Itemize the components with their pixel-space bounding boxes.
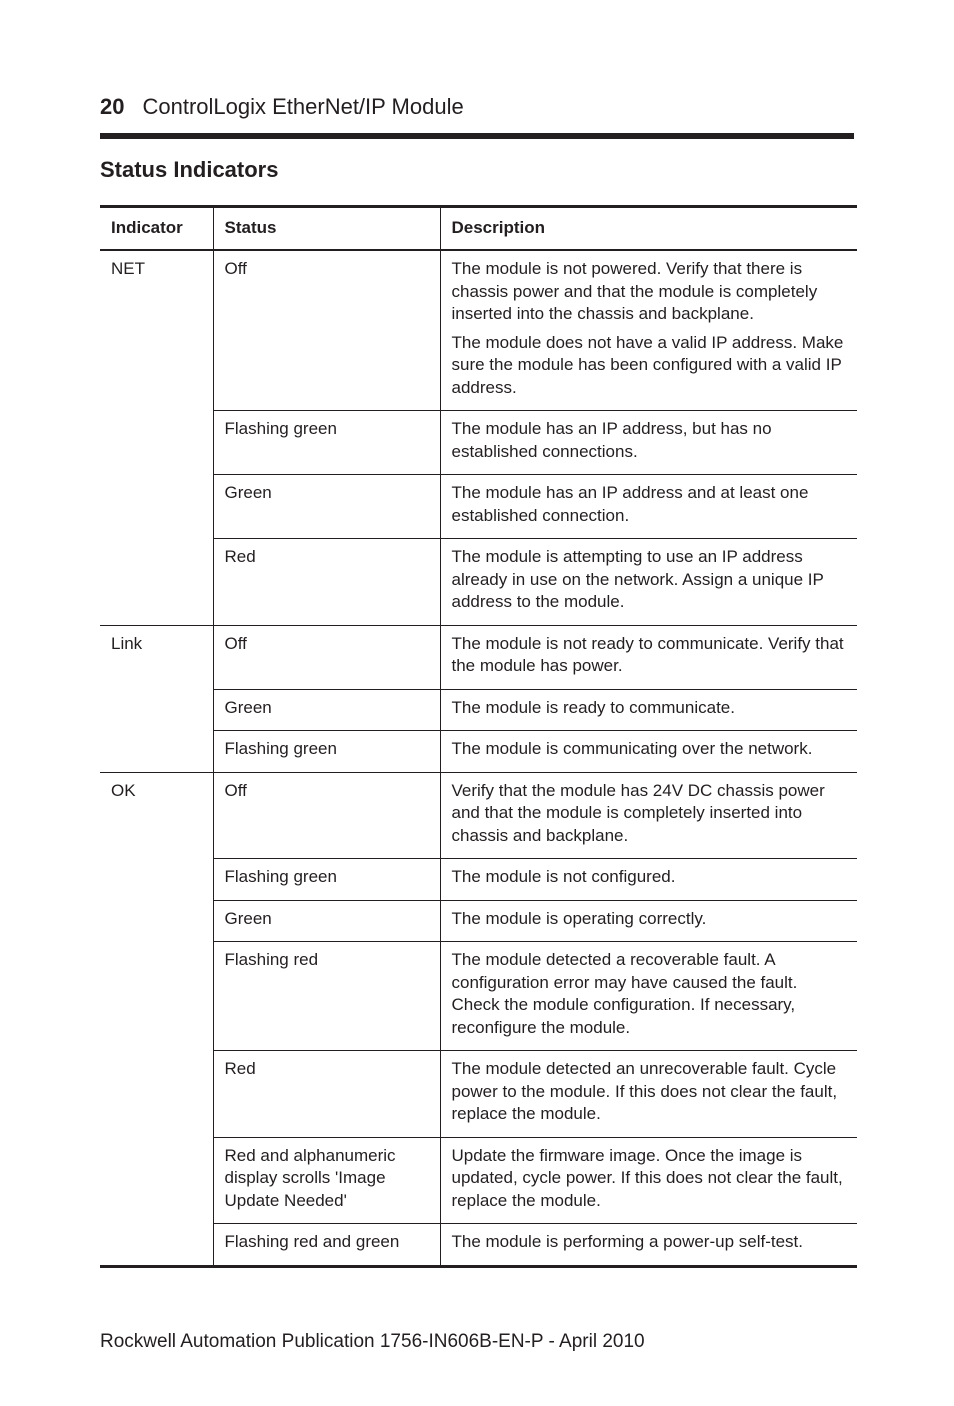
description-cell bbox=[440, 942, 857, 1051]
table-row bbox=[100, 250, 857, 411]
table-row bbox=[100, 859, 857, 901]
description-paragraph: Verify that the module has 24V DC chassis power and that the module is completely inserted into chassis and backplane. bbox=[451, 780, 825, 845]
description-paragraph: The module is attempting to use an IP address already in use on the network. Assign a unique IP address to the module. bbox=[451, 547, 824, 611]
table-row bbox=[100, 731, 857, 773]
table-row bbox=[100, 411, 857, 475]
table-row bbox=[100, 689, 857, 731]
table-row bbox=[100, 942, 857, 1051]
status-cell: Off bbox=[213, 772, 440, 859]
column-header-indicator: Indicator bbox=[100, 207, 213, 251]
column-header-description: Description bbox=[440, 207, 857, 251]
indicator-cell: NET bbox=[100, 250, 213, 625]
description-paragraph: The module detected a recoverable fault. A configuration error may have caused the fault. Check the module configuration. If necessary, reconfigure the module. bbox=[451, 950, 798, 1037]
page-footer: Rockwell Automation Publication 1756-IN606B-EN-P - April 2010 bbox=[100, 1331, 645, 1352]
indicator-cell: Link bbox=[100, 625, 213, 772]
description-cell bbox=[440, 539, 857, 626]
description-paragraph: Update the firmware image. Once the image is updated, cycle power. If this does not clear the fault, replace the module. bbox=[451, 1145, 843, 1210]
description-paragraph: The module is not ready to communicate. Verify that the module has power. bbox=[451, 633, 844, 675]
status-cell: Flashing red bbox=[213, 942, 440, 1051]
description-paragraph: The module is ready to communicate. bbox=[451, 697, 735, 717]
description-cell bbox=[440, 475, 857, 539]
description-paragraph: The module detected an unrecoverable fault. Cycle power to the module. If this does not clear the fault, replace the module. bbox=[451, 1059, 838, 1123]
description-cell bbox=[440, 1224, 857, 1267]
page-number: 20 bbox=[100, 94, 125, 119]
description-cell bbox=[440, 731, 857, 773]
table-header-row bbox=[100, 207, 857, 251]
description-cell bbox=[440, 625, 857, 689]
table-row bbox=[100, 900, 857, 942]
table-row bbox=[100, 1051, 857, 1138]
indicator-cell: OK bbox=[100, 772, 213, 1266]
description-paragraph: The module is not configured. bbox=[451, 867, 676, 886]
status-cell: Flashing green bbox=[213, 411, 440, 475]
status-cell: Green bbox=[213, 689, 440, 731]
description-cell bbox=[440, 859, 857, 901]
description-cell bbox=[440, 900, 857, 942]
status-cell: Flashing green bbox=[213, 731, 440, 773]
description-cell bbox=[440, 250, 857, 411]
description-cell bbox=[440, 1137, 857, 1224]
status-cell: Red bbox=[213, 1051, 440, 1138]
status-cell: Red and alphanumeric display scrolls 'Image Update Needed' bbox=[213, 1137, 440, 1224]
status-cell: Off bbox=[213, 625, 440, 689]
section-title: Status Indicators bbox=[100, 157, 279, 182]
status-indicators-table bbox=[100, 205, 857, 1268]
header-rule bbox=[100, 133, 854, 139]
description-paragraph: The module is communicating over the network. bbox=[451, 739, 813, 758]
status-cell: Flashing red and green bbox=[213, 1224, 440, 1267]
description-paragraph: The module is performing a power-up self-test. bbox=[451, 1232, 803, 1251]
column-header-status: Status bbox=[213, 207, 440, 251]
description-cell bbox=[440, 689, 857, 731]
table-row bbox=[100, 772, 857, 859]
description-paragraph: The module is operating correctly. bbox=[451, 908, 707, 928]
table-row bbox=[100, 1224, 857, 1267]
table-row bbox=[100, 475, 857, 539]
status-cell: Flashing green bbox=[213, 859, 440, 901]
description-paragraph: The module has an IP address and at least one established connection. bbox=[451, 483, 809, 525]
description-cell bbox=[440, 1051, 857, 1138]
description-paragraph: The module does not have a valid IP address. Make sure the module has been configured with a valid IP address. bbox=[451, 332, 844, 397]
status-cell: Red bbox=[213, 539, 440, 626]
table-row bbox=[100, 625, 857, 689]
status-cell: Off bbox=[213, 250, 440, 411]
table-row bbox=[100, 1137, 857, 1224]
description-cell bbox=[440, 772, 857, 859]
status-cell: Green bbox=[213, 475, 440, 539]
description-paragraph: The module is not powered. Verify that there is chassis power and that the module is completely inserted into the chassis and backplane. bbox=[451, 259, 818, 323]
description-cell bbox=[440, 411, 857, 475]
status-cell: Green bbox=[213, 900, 440, 942]
table-body bbox=[100, 250, 857, 1266]
document-title: ControlLogix EtherNet/IP Module bbox=[142, 94, 464, 119]
description-paragraph: The module has an IP address, but has no established connections. bbox=[451, 419, 772, 461]
page-header bbox=[100, 94, 464, 120]
table-row bbox=[100, 539, 857, 626]
